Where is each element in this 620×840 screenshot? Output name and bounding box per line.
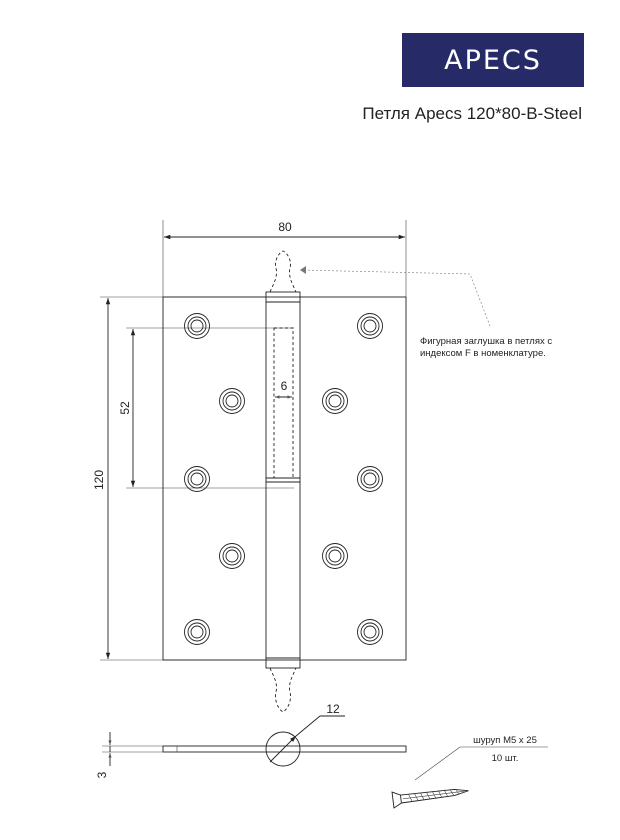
screw-hole <box>358 314 383 339</box>
screw-hole <box>358 467 383 492</box>
screw-hole <box>220 544 245 569</box>
thickness-label: 3 <box>95 771 109 779</box>
diameter-label: 12 <box>326 702 340 716</box>
diameter-arrow <box>270 736 296 762</box>
screw-hole <box>323 389 348 414</box>
screw-illustration <box>392 735 548 808</box>
diameter-leader <box>296 716 320 736</box>
height-dimension <box>92 297 265 660</box>
screw-hole <box>185 467 210 492</box>
knuckle-detail-dimension <box>275 379 292 397</box>
screw-hole <box>358 620 383 645</box>
screw-quantity: 10 шт. <box>491 753 519 764</box>
cap-callout <box>300 266 552 359</box>
width-dimension <box>163 220 406 297</box>
screw-hole <box>185 620 210 645</box>
knuckle-barrel <box>266 292 300 668</box>
hinge-pin-hidden <box>274 328 293 478</box>
top-finial-cap <box>270 251 296 292</box>
screw-holes <box>185 314 383 645</box>
product-title: Петля Apecs 120*80-B-Steel <box>362 104 582 123</box>
bottom-finial-cap <box>270 668 296 712</box>
cap-leader-arrow <box>300 266 306 274</box>
cap-note-line1: Фигурная заглушка в петлях с <box>420 336 553 347</box>
width-label: 80 <box>278 220 292 234</box>
screw-hole <box>185 314 210 339</box>
screw-note-leader <box>415 747 460 780</box>
screw-icon <box>392 783 469 808</box>
screw-hole <box>220 389 245 414</box>
screw-head <box>392 791 402 808</box>
side-view <box>163 702 406 766</box>
screw-spec: шуруп М5 х 25 <box>473 735 537 746</box>
knuckle <box>266 292 300 668</box>
detail-label: 6 <box>280 379 288 393</box>
cap-note-line2: индексом F в номенклатуре. <box>420 348 546 359</box>
height-label: 120 <box>92 469 106 491</box>
logo-text: APECS <box>444 44 542 76</box>
cap-leader-line <box>300 270 490 326</box>
screw-hole <box>323 544 348 569</box>
hole-spacing-dimension <box>118 328 294 488</box>
spacing-label: 52 <box>118 401 132 415</box>
hinge-leaves-outline <box>163 297 406 660</box>
hinge-body <box>163 297 406 660</box>
thickness-dimension <box>95 732 163 778</box>
